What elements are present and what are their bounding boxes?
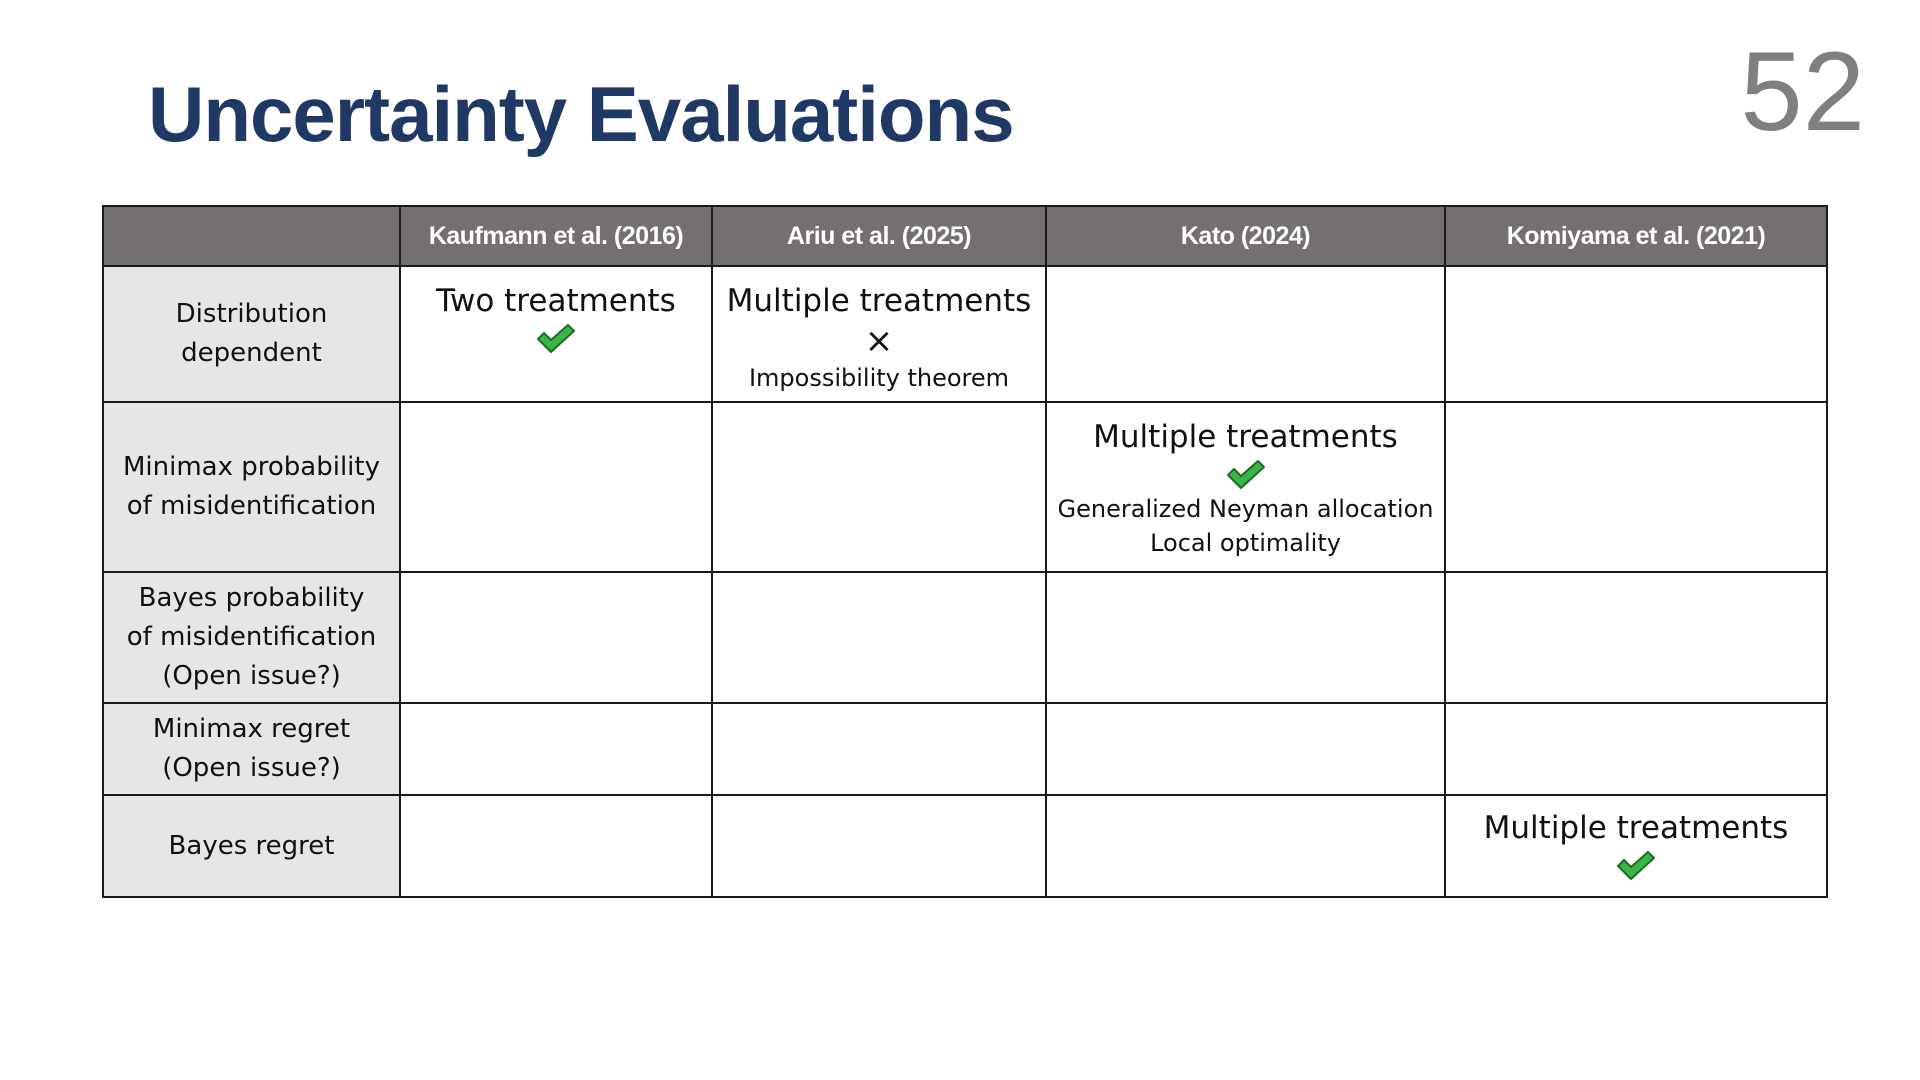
table-row: [103, 703, 1827, 795]
row-label-bayes-probability: Bayes probability of misidentification (Open issue?): [103, 572, 400, 703]
table-cell: [400, 572, 712, 703]
cell-main-text: Multiple treatments: [1483, 810, 1789, 846]
evaluation-table: [102, 205, 1828, 898]
cell-note-text: Generalized Neyman allocation Local optimality: [1057, 495, 1434, 557]
cell-note-text: Impossibility theorem: [748, 364, 1010, 393]
table-cell: [1445, 402, 1827, 572]
table-cell: [1046, 795, 1445, 897]
table-row: [103, 572, 1827, 703]
cell-main-text: Two treatments: [436, 283, 676, 319]
row-label-distribution-dependent: Distribution dependent: [103, 266, 400, 402]
table-cell: [1046, 703, 1445, 795]
cell-main-text: Multiple treatments: [726, 283, 1032, 319]
table-row: [103, 795, 1827, 897]
check-icon: [1225, 459, 1267, 491]
table-cell: [712, 703, 1046, 795]
table-row: [103, 402, 1827, 572]
table-cell: [712, 572, 1046, 703]
table-cell: [400, 266, 712, 402]
column-header-ariu: Ariu et al. (2025): [712, 206, 1046, 266]
row-label-minimax-regret: Minimax regret (Open issue?): [103, 703, 400, 795]
table-cell: [1445, 572, 1827, 703]
column-header-komiyama: Komiyama et al. (2021): [1445, 206, 1827, 266]
header-corner-cell: [103, 206, 400, 266]
table-cell: [712, 795, 1046, 897]
column-header-kato: Kato (2024): [1046, 206, 1445, 266]
table-cell: [712, 402, 1046, 572]
table-cell: [400, 795, 712, 897]
slide-title: Uncertainty Evaluations: [148, 70, 1014, 158]
check-icon: [535, 323, 577, 355]
table-cell: [400, 402, 712, 572]
table-cell: [1046, 402, 1445, 572]
table-cell: [1445, 795, 1827, 897]
row-label-minimax-probability: Minimax probability of misidentification: [103, 402, 400, 572]
table-cell: [1445, 703, 1827, 795]
table-header-row: [103, 206, 1827, 266]
cross-icon: ×: [864, 321, 894, 362]
table-cell: [400, 703, 712, 795]
column-header-kaufmann: Kaufmann et al. (2016): [400, 206, 712, 266]
table-cell: [1445, 266, 1827, 402]
row-label-bayes-regret: Bayes regret: [103, 795, 400, 897]
table-row: [103, 266, 1827, 402]
table-cell: [1046, 266, 1445, 402]
table-cell: [712, 266, 1046, 402]
page-number: 52: [1740, 29, 1865, 154]
check-icon: [1615, 850, 1657, 882]
table-cell: [1046, 572, 1445, 703]
cell-main-text: Multiple treatments: [1093, 419, 1398, 455]
